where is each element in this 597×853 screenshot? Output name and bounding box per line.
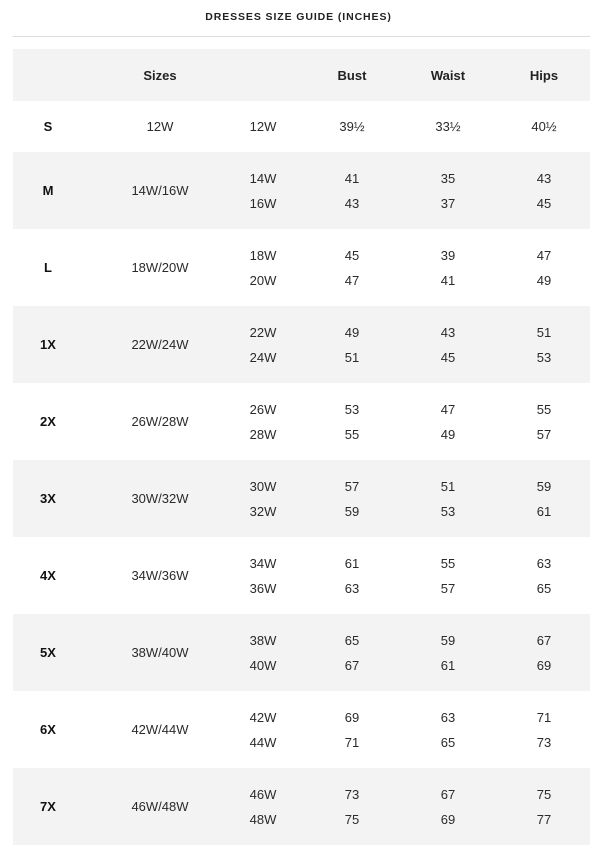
size-label: 3X — [40, 491, 56, 506]
hips-value: 55 57 — [536, 401, 552, 442]
bust-value: 61 63 — [344, 555, 360, 596]
size-label: 1X — [40, 337, 56, 352]
hips-value: 59 61 — [536, 478, 552, 519]
bust-value: 45 47 — [344, 247, 360, 288]
size-range: 42W/44W — [131, 722, 189, 737]
women-size: 42W 44W — [249, 709, 277, 750]
size-range: 18W/20W — [131, 260, 189, 275]
page-title: DRESSES SIZE GUIDE (INCHES) — [205, 11, 392, 23]
header-sizes: Sizes — [143, 67, 177, 83]
table-row — [13, 614, 590, 691]
women-size: 22W 24W — [249, 324, 277, 365]
size-range: 26W/28W — [131, 414, 189, 429]
waist-value: 43 45 — [440, 324, 456, 365]
title-divider — [13, 36, 590, 37]
bust-value: 41 43 — [344, 170, 360, 211]
hips-value: 71 73 — [536, 709, 552, 750]
women-size: 14W 16W — [249, 170, 277, 211]
table-row — [13, 152, 590, 229]
bust-value: 73 75 — [344, 786, 360, 827]
women-size: 18W 20W — [249, 247, 277, 288]
waist-value: 35 37 — [440, 170, 456, 211]
size-label: S — [43, 119, 53, 134]
women-size: 34W 36W — [249, 555, 277, 596]
header-waist: Waist — [430, 67, 466, 83]
women-size: 38W 40W — [249, 632, 277, 673]
women-size: 30W 32W — [249, 478, 277, 519]
size-range: 46W/48W — [131, 799, 189, 814]
table-row — [13, 306, 590, 383]
waist-value: 55 57 — [440, 555, 456, 596]
bust-value: 39½ — [339, 119, 365, 134]
bust-value: 69 71 — [344, 709, 360, 750]
size-range: 12W — [146, 119, 174, 134]
size-guide-table — [13, 49, 590, 845]
table-row — [13, 229, 590, 306]
hips-value: 51 53 — [536, 324, 552, 365]
table-row — [13, 691, 590, 768]
women-size: 46W 48W — [249, 786, 277, 827]
women-size: 26W 28W — [249, 401, 277, 442]
size-label: 4X — [40, 568, 56, 583]
table-row — [13, 383, 590, 460]
size-range: 38W/40W — [131, 645, 189, 660]
hips-value: 75 77 — [536, 786, 552, 827]
waist-value: 51 53 — [440, 478, 456, 519]
table-header-row — [13, 49, 590, 101]
bust-value: 49 51 — [344, 324, 360, 365]
bust-value: 57 59 — [344, 478, 360, 519]
bust-value: 65 67 — [344, 632, 360, 673]
size-range: 14W/16W — [131, 183, 189, 198]
table-row — [13, 768, 590, 845]
hips-value: 63 65 — [536, 555, 552, 596]
waist-value: 47 49 — [440, 401, 456, 442]
waist-value: 39 41 — [440, 247, 456, 288]
size-label: 2X — [40, 414, 56, 429]
size-label: 6X — [40, 722, 56, 737]
women-size: 12W — [249, 119, 277, 134]
table-row — [13, 537, 590, 614]
size-range: 22W/24W — [131, 337, 189, 352]
table-row — [13, 101, 590, 152]
hips-value: 43 45 — [536, 170, 552, 211]
size-range: 30W/32W — [131, 491, 189, 506]
waist-value: 63 65 — [440, 709, 456, 750]
waist-value: 33½ — [435, 119, 461, 134]
table-row — [13, 460, 590, 537]
bust-value: 53 55 — [344, 401, 360, 442]
waist-value: 59 61 — [440, 632, 456, 673]
size-label: 5X — [40, 645, 56, 660]
hips-value: 47 49 — [536, 247, 552, 288]
size-label: M — [42, 183, 54, 198]
header-hips: Hips — [529, 67, 559, 83]
size-range: 34W/36W — [131, 568, 189, 583]
size-label: 7X — [40, 799, 56, 814]
hips-value: 40½ — [531, 119, 557, 134]
size-label: L — [44, 260, 52, 275]
header-bust: Bust — [337, 67, 367, 83]
hips-value: 67 69 — [536, 632, 552, 673]
waist-value: 67 69 — [440, 786, 456, 827]
